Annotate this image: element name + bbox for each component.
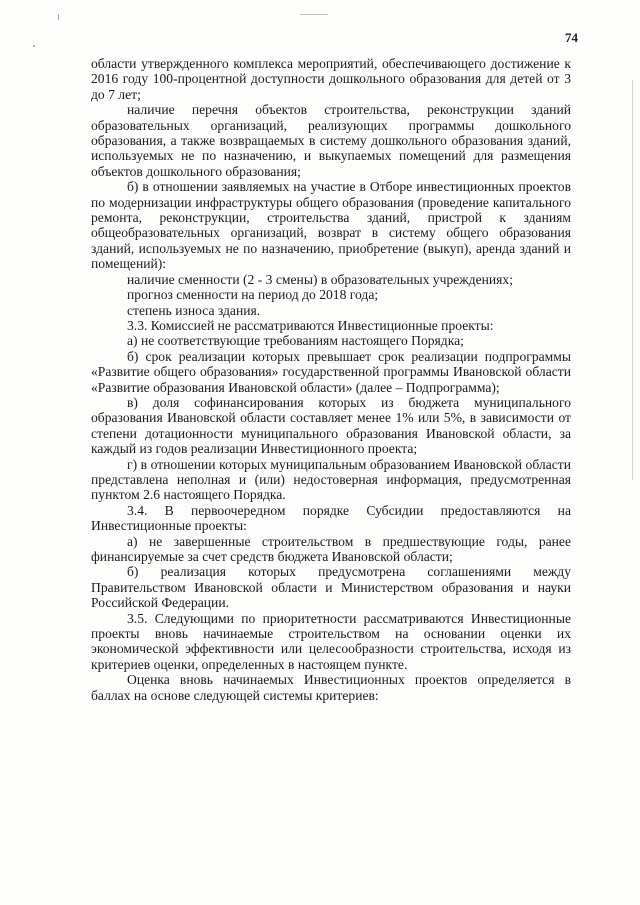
paragraph: б) срок реализации которых превышает срок реализации подпрограммы «Развитие общего образования» государственной программы Ивановской области «Развитие образования Ивановской области» (далее – Подпрограмма); [91,348,571,395]
scan-artifact [632,80,633,480]
section-heading: 3.5. Следующими по приоритетности рассматриваются Инвестиционные проекты вновь начинаемые строительством на основании оценки их экономической эффективности или целесообразности строительства, исходя из критериев оценки, определенных в настоящем пункте. [91,610,571,672]
paragraph: в) доля софинансирования которых из бюджета муниципального образования Ивановской области составляет менее 1% или 5%, в зависимости от степени дотационности муниципального образования Ивановской области, за каждый из годов реализации Инвестиционного проекта; [91,394,571,457]
section-heading: 3.4. В первоочередном порядке Субсидии предоставляются на Инвестиционные проекты: [91,502,571,534]
paragraph: г) в отношении которых муниципальным образованием Ивановской области представлена неполная и (или) недостоверная информация, предусмотренная пунктом 2.6 настоящего Порядка. [91,456,571,503]
page-number: 74 [565,30,578,45]
paragraph: области утвержденного комплекса мероприятий, обеспечивающего достижение к 2016 году 100-процентной доступности дошкольного образования для детей от 3 до 7 лет; [91,56,571,102]
paragraph: б) в отношении заявляемых на участие в Отборе инвестиционных проектов по модернизации инфраструктуры общего образования (проведение капитального ремонта, реконструкции, строительства зданий, пристрой к зданиям общеобразовательных организаций, возврат в систему общего образования зданий, используемых не по назначению, приобретение (выкуп), аренда зданий и помещений): [91,179,571,272]
scan-artifact [300,14,328,15]
paragraph: степень износа здания. [127,302,261,318]
paragraph: а) не соответствующие требованиям настоящего Порядка; [127,333,464,349]
scan-artifact [33,45,35,47]
paragraph: наличие сменности (2 - 3 смены) в образовательных учреждениях; [127,271,513,287]
document-body [91,56,571,703]
paragraph: Оценка вновь начинаемых Инвестиционных проектов определяется в баллах на основе следующей системы критериев: [91,672,571,703]
paragraph: наличие перечня объектов строительства, реконструкции зданий образовательных организаций, реализующих программы дошкольного образования, а также возвращаемых в систему дошкольного образования зданий, используемых не по назначению, и выкупаемых помещений для размещения объектов дошкольного образования; [91,102,571,179]
section-heading: 3.3. Комиссией не рассматриваются Инвестиционные проекты: [127,317,494,333]
paragraph: прогноз сменности на период до 2018 года; [127,287,379,303]
paragraph: а) не завершенные строительством в предшествующие годы, ранее финансируемые за счет средств бюджета Ивановской области; [91,533,571,564]
paragraph: б) реализация которых предусмотрена соглашениями между Правительством Ивановской области и Министерством образования и науки Российской Федерации. [91,564,571,611]
scan-artifact [58,14,59,20]
